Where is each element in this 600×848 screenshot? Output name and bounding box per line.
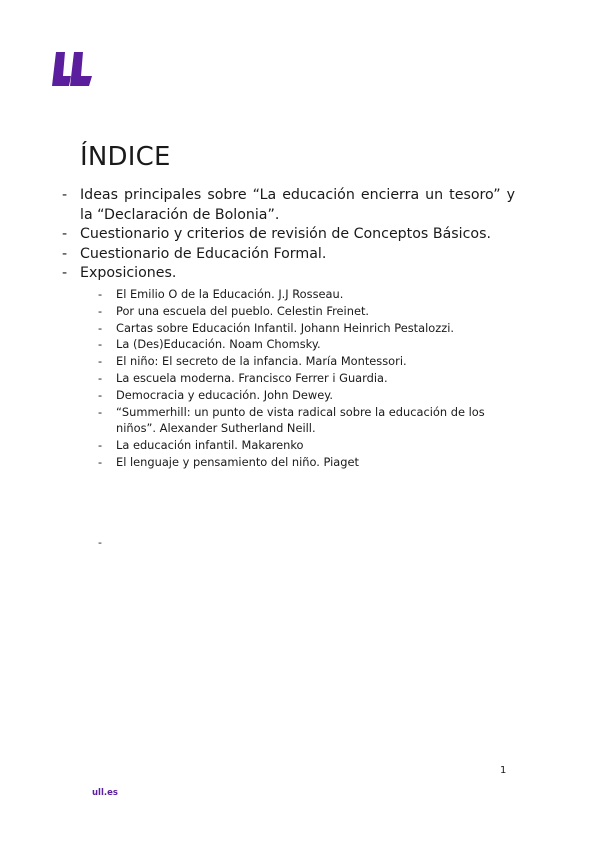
sub-index-item bbox=[98, 286, 513, 303]
footer-website-link[interactable]: ull.es bbox=[92, 788, 118, 798]
sub-index-item-text: El niño: El secreto de la infancia. María Montessori. bbox=[116, 354, 407, 369]
index-item-text: Cuestionario de Educación Formal. bbox=[80, 245, 327, 262]
sub-index-item-text: El Emilio O de la Educación. J.J Rosseau. bbox=[116, 287, 344, 301]
sub-index-item-text: Democracia y educación. John Dewey. bbox=[116, 387, 333, 402]
bullet-dash: - bbox=[98, 454, 103, 469]
ull-logo-icon bbox=[52, 52, 92, 86]
sub-index-item-text: “Summerhill: un punto de vista radical sobre la educación de los niños”. Alexander Sutherland Neill. bbox=[116, 404, 485, 436]
bullet-dash: - bbox=[62, 245, 68, 262]
exposiciones-sublist bbox=[98, 286, 513, 471]
sub-index-item bbox=[98, 303, 513, 320]
sub-index-item-text: El lenguaje y pensamiento del niño. Piaget bbox=[116, 454, 359, 469]
sub-index-item bbox=[98, 404, 513, 438]
bullet-dash: - bbox=[98, 337, 103, 352]
bullet-dash: - bbox=[62, 265, 68, 281]
bullet-dash: - bbox=[98, 287, 103, 301]
index-item bbox=[60, 245, 515, 265]
bullet-dash: - bbox=[62, 187, 68, 203]
bullet-dash: - bbox=[98, 387, 103, 402]
sub-index-item bbox=[98, 370, 513, 387]
sub-index-item bbox=[98, 353, 513, 370]
sub-index-item bbox=[98, 387, 513, 404]
sub-index-item bbox=[98, 454, 513, 471]
bullet-dash: - bbox=[98, 320, 103, 335]
sub-index-item bbox=[98, 336, 513, 353]
sub-index-item-text: Por una escuela del pueblo. Celestin Freinet. bbox=[116, 303, 370, 318]
sub-index-item bbox=[98, 437, 513, 454]
bullet-dash: - bbox=[98, 404, 103, 419]
index-item bbox=[60, 225, 515, 245]
bullet-dash: - bbox=[62, 226, 68, 242]
index-item-text: Ideas principales sobre “La educación encierra un tesoro” y la “Declaración de Bolonia”. bbox=[80, 187, 515, 223]
bullet-dash: - bbox=[98, 303, 103, 318]
page-title: ÍNDICE bbox=[80, 142, 171, 172]
main-index-list bbox=[60, 186, 515, 284]
index-item-text: Exposiciones. bbox=[80, 265, 177, 281]
sub-index-item-text: La escuela moderna. Francisco Ferrer i Guardia. bbox=[116, 370, 388, 385]
sub-index-item-text: La (Des)Educación. Noam Chomsky. bbox=[116, 337, 321, 352]
page-number: 1 bbox=[500, 765, 507, 776]
sub-index-item-text: La educación infantil. Makarenko bbox=[116, 438, 304, 453]
bullet-dash: - bbox=[98, 354, 103, 369]
sub-index-item bbox=[98, 320, 513, 337]
bullet-dash: - bbox=[98, 370, 103, 385]
sub-index-item-text: Cartas sobre Educación Infantil. Johann Heinrich Pestalozzi. bbox=[116, 320, 454, 335]
index-item bbox=[60, 264, 515, 284]
stray-bullet-dash: - bbox=[98, 536, 102, 549]
bullet-dash: - bbox=[98, 438, 103, 453]
index-item bbox=[60, 186, 515, 225]
index-item-text: Cuestionario y criterios de revisión de Conceptos Básicos. bbox=[80, 226, 491, 242]
